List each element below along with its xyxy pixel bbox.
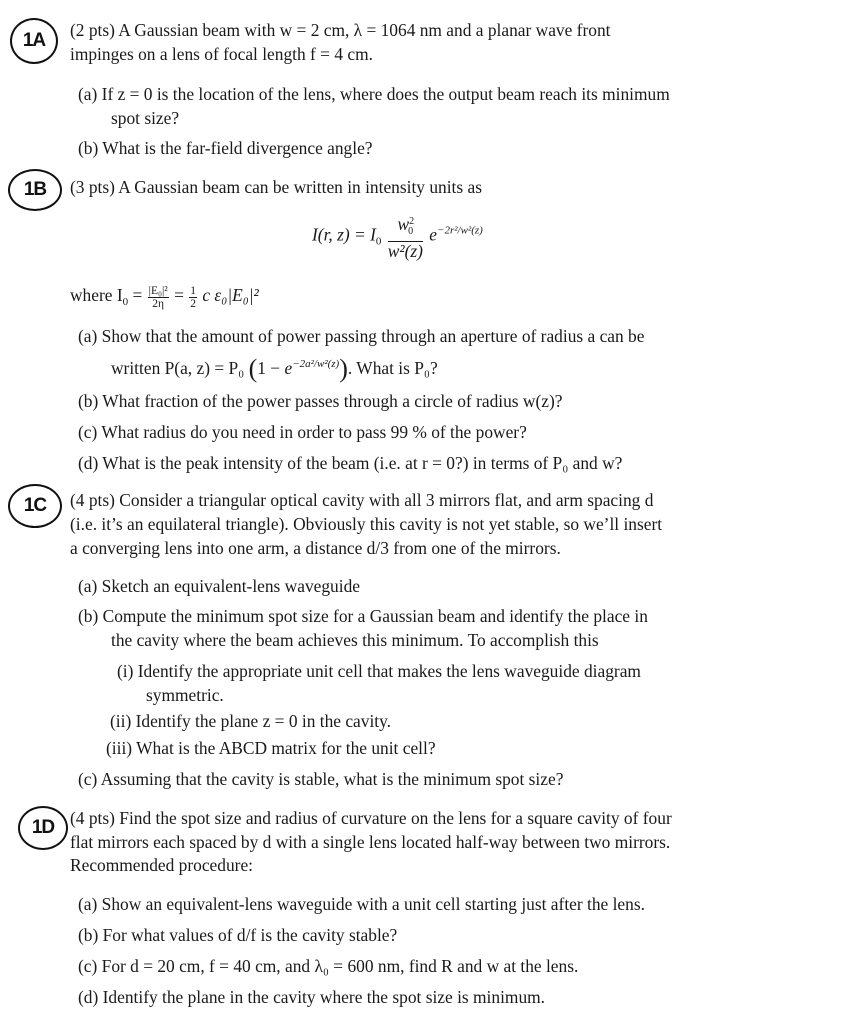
marker-1d: [18, 806, 68, 850]
p1c-part-b-i-2: symmetric.: [146, 685, 224, 705]
p1d-line3: Recommended procedure:: [70, 855, 254, 875]
p1c-part-b-ii: (ii) Identify the plane z = 0 in the cavity.: [110, 711, 392, 731]
where-fraction-den: 2η: [152, 297, 165, 310]
p1d-part-b: (b) For what values of d/f is the cavity stable?: [78, 925, 398, 945]
p1c-part-b-iii: (iii) What is the ABCD matrix for the unit cell?: [106, 738, 436, 758]
p1c-part-c: (c) Assuming that the cavity is stable, what is the minimum spot size?: [78, 769, 564, 789]
where-rest: c ε₀|E₀|²: [202, 285, 259, 305]
p1b-intro: (3 pts) A Gaussian beam can be written in intensity units as: [70, 177, 482, 197]
p1a-part-a-2: spot size?: [111, 108, 180, 128]
part-a-2-suffix: . What is P₀?: [347, 358, 438, 378]
where-fraction: [148, 285, 169, 310]
part-a-2-exponent: −2a²/w²(z): [292, 358, 340, 370]
eq-exponent: −2r²/w²(z): [437, 224, 483, 237]
marker-1a-label: 1A: [22, 30, 46, 51]
marker-1b: [8, 169, 62, 211]
p1a-part-b: (b) What is the far-field divergence angle?: [78, 138, 373, 158]
p1d-line1: (4 pts) Find the spot size and radius of curvature on the lens for a square cavity of four: [70, 808, 672, 828]
eq-lhs: I(r, z) = I: [312, 224, 376, 245]
marker-1c-label: 1C: [23, 495, 47, 516]
p1d-line2: flat mirrors each spaced by d with a single lens located half-way between two mirrors.: [70, 832, 671, 852]
p1c-line2: (i.e. it’s an equilateral triangle). Obviously this cavity is not yet stable, so we’ll insert: [70, 514, 663, 534]
p1b-part-b: (b) What fraction of the power passes through a circle of radius w(z)?: [78, 391, 563, 411]
p1c-part-a: (a) Sketch an equivalent-lens waveguide: [78, 576, 361, 596]
p1d-part-d: (d) Identify the plane in the cavity where the spot size is minimum.: [78, 987, 546, 1007]
p1d-part-c: (c) For d = 20 cm, f = 40 cm, and λ₀ = 600 nm, find R and w at the lens.: [78, 956, 579, 976]
p1b-part-a-2: written P(a, z) = P₀ $(1 - e^{-2a^2/w^2(z)})$. What is P₀?: [111, 354, 438, 383]
where-prefix: where I: [70, 285, 123, 305]
eq-fraction: $\frac{w^2_0}{\text{w²(z)}}$: [387, 214, 423, 261]
marker-1a: [10, 18, 58, 64]
p1b-part-c: (c) What radius do you need in order to pass 99 % of the power?: [78, 422, 527, 442]
p1b-part-d: (d) What is the peak intensity of the beam (i.e. at r = 0?) in terms of P₀ and w?: [78, 453, 623, 473]
p1c-part-b-2: the cavity where the beam achieves this minimum. To accomplish this: [111, 630, 599, 650]
p1d-part-a: (a) Show an equivalent-lens waveguide with a unit cell starting just after the lens.: [78, 894, 645, 914]
part-a-2-prefix: written P(a, z) = P₀: [111, 358, 245, 378]
p1c-part-b-1: (b) Compute the minimum spot size for a Gaussian beam and identify the place in: [78, 606, 648, 626]
marker-1d-label: 1D: [31, 817, 55, 838]
eq-numerator: w: [397, 214, 410, 234]
p1b-where: where $I_0$ = $\frac{\text{|E₀|²}}{2\eta}$ = $\frac{1}{2}$ c ε₀|E₀|²: [70, 284, 259, 310]
p1a-line2: impinges on a lens of focal length f = 4 cm.: [70, 44, 373, 64]
p1a-line1: (2 pts) A Gaussian beam with w = 2 cm, λ = 1064 nm and a planar wave front: [70, 20, 611, 40]
p1c-part-b-i-1: (i) Identify the appropriate unit cell that makes the lens waveguide diagram: [117, 661, 641, 681]
eq-denominator: w²(z): [387, 241, 423, 261]
p1c-line1: (4 pts) Consider a triangular optical cavity with all 3 mirrors flat, and arm spacing d: [70, 490, 654, 510]
p1b-part-a-1: (a) Show that the amount of power passing through an aperture of radius a can be: [78, 326, 645, 346]
marker-1b-label: 1B: [23, 179, 47, 200]
p1c-line3: a converging lens into one arm, a distance d/3 from one of the mirrors.: [70, 538, 561, 558]
where-fraction-num: |E₀|²: [148, 284, 168, 297]
p1b-intensity-equation: I(r, $z) = I_0$ $\frac{w^2_0}{\text{w²(z)}}$ $e^{-2r^2/w^2(z)}$: [312, 214, 483, 261]
marker-1c: [8, 484, 62, 528]
p1a-part-a-1: (a) If z = 0 is the location of the lens, where does the output beam reach its minimum: [78, 84, 670, 104]
